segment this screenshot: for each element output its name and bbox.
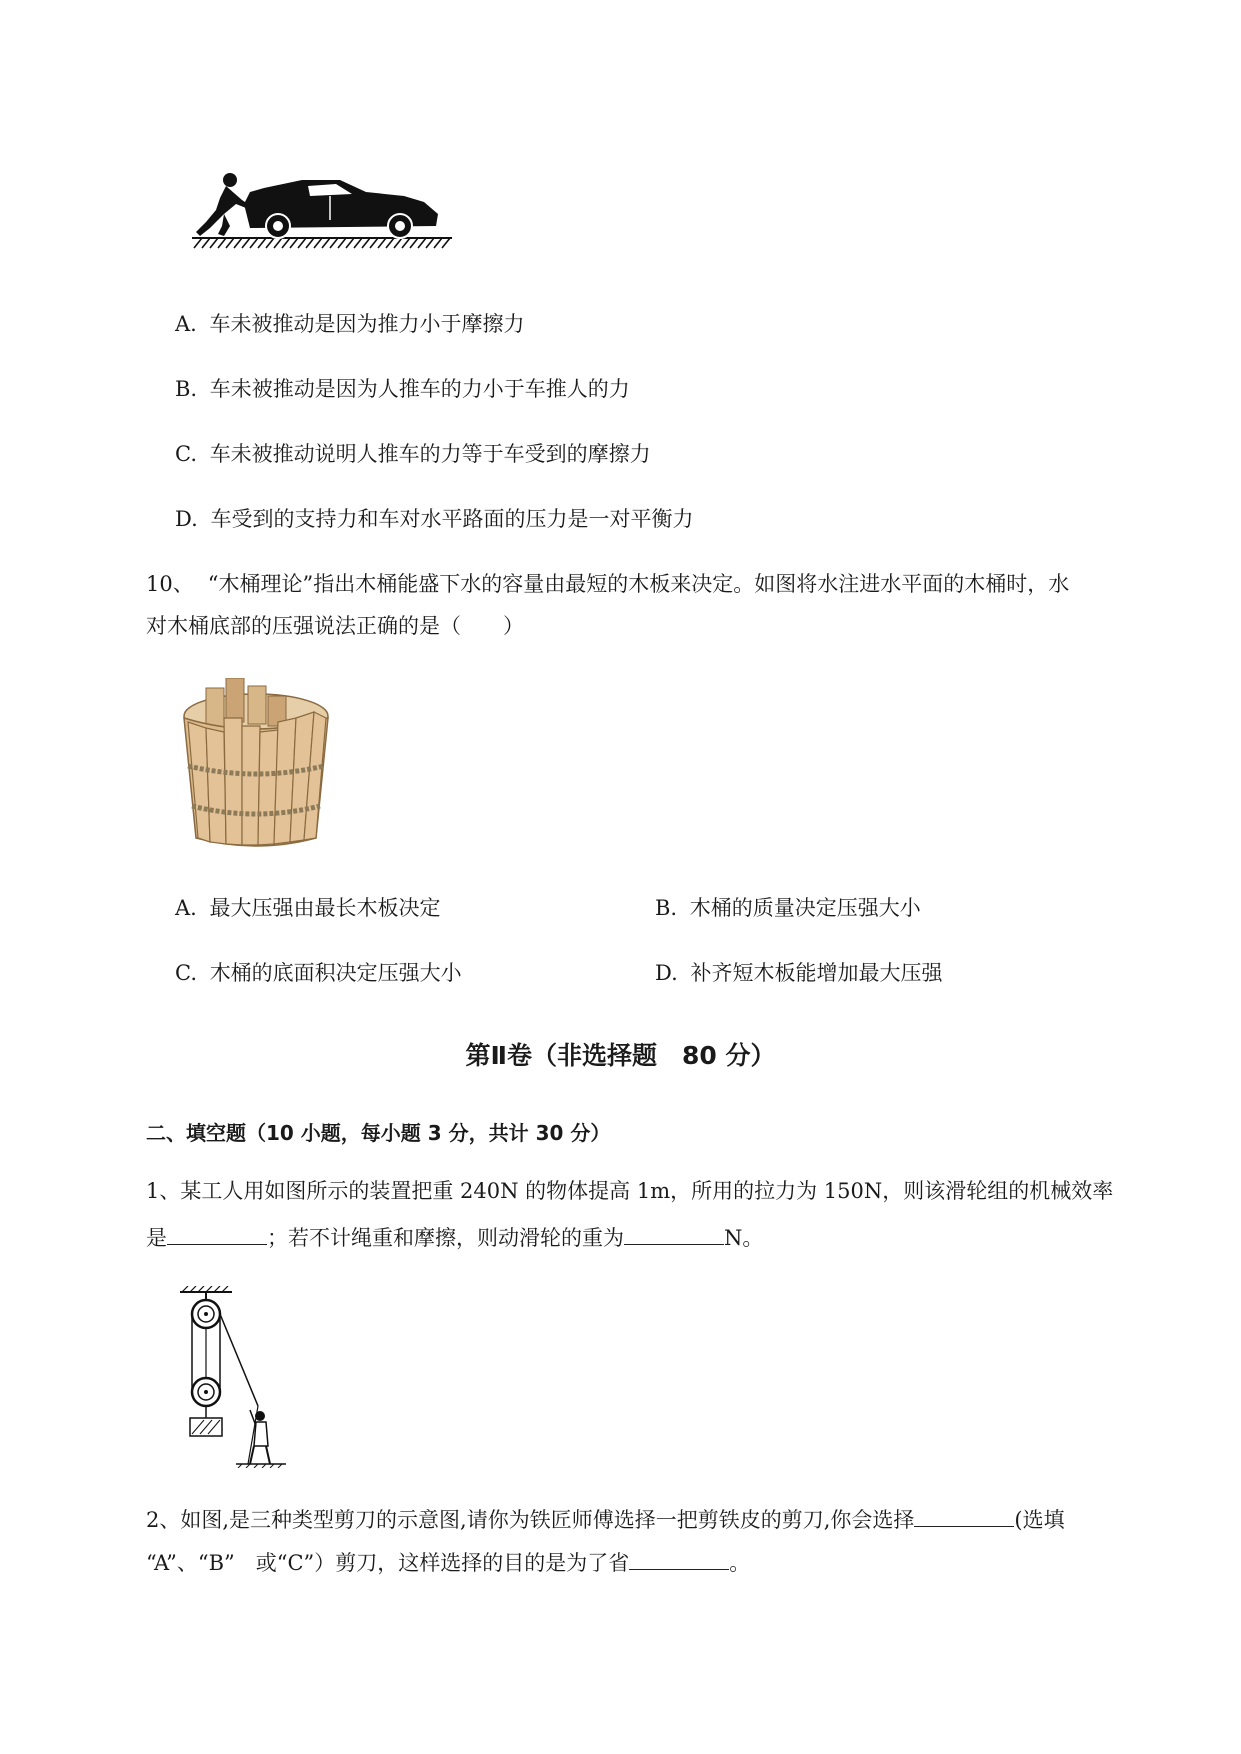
section-title: 第Ⅱ卷（非选择题 80 分） bbox=[465, 1041, 776, 1070]
option-label: D. bbox=[655, 961, 678, 985]
question-text: 对木桶底部的压强说法正确的是（ ） bbox=[146, 614, 524, 638]
q10-line-2 bbox=[146, 616, 524, 637]
q10-option-a bbox=[175, 898, 441, 919]
question-text: “木桶理论”指出木桶能盛下水的容量由最短的木板来决定。如图将水注进水平面的木桶时，水 bbox=[207, 572, 1070, 596]
option-label: B. bbox=[175, 377, 198, 401]
option-text: 木桶的质量决定压强大小 bbox=[689, 896, 921, 920]
fill1-line-1: 1、某工人用如图所示的装置把重 240N 的物体提高 1m，所用的拉力为 150N，则该滑轮组的机械效率 bbox=[146, 1179, 1114, 1203]
text-segment: 是 bbox=[146, 1226, 167, 1250]
q10-line-1 bbox=[146, 574, 1069, 595]
q9-option-a bbox=[175, 314, 525, 335]
option-text: 车受到的支持力和车对水平路面的压力是一对平衡力 bbox=[210, 507, 694, 531]
text-segment: “A”、“B” 或“C”）剪刀，这样选择的目的是为了省 bbox=[146, 1551, 630, 1575]
car-push-figure bbox=[190, 170, 470, 255]
text-segment: (选填 bbox=[1014, 1508, 1065, 1532]
text-segment: ；若不计绳重和摩擦，则动滑轮的重为 bbox=[267, 1226, 624, 1250]
option-text: 车未被推动是因为人推车的力小于车推人的力 bbox=[209, 377, 630, 401]
section-subtitle: 二、填空题（10 小题，每小题 3 分，共计 30 分） bbox=[146, 1121, 611, 1145]
answer-blank-pulley-weight[interactable] bbox=[624, 1224, 724, 1245]
text-segment: N。 bbox=[724, 1226, 764, 1250]
fill2-line-1 bbox=[146, 1506, 1065, 1531]
option-text: 木桶的底面积决定压强大小 bbox=[209, 961, 462, 985]
answer-blank-efficiency[interactable] bbox=[167, 1224, 267, 1245]
option-text: 车未被推动是因为推力小于摩擦力 bbox=[209, 312, 525, 336]
option-label: A. bbox=[175, 312, 197, 336]
option-label: C. bbox=[175, 442, 197, 466]
text-segment: 。 bbox=[729, 1551, 751, 1575]
pulley-system-figure bbox=[178, 1286, 288, 1468]
q9-option-b bbox=[175, 379, 630, 400]
q10-option-c bbox=[175, 963, 462, 984]
fill2-line-2 bbox=[146, 1549, 750, 1574]
q10-option-b bbox=[655, 898, 921, 919]
wooden-bucket-figure bbox=[176, 678, 336, 850]
option-label: C. bbox=[175, 961, 197, 985]
q9-option-c bbox=[175, 444, 651, 465]
q9-option-d bbox=[175, 509, 693, 530]
answer-blank-scissors-choice[interactable] bbox=[914, 1506, 1014, 1527]
option-text: 补齐短木板能增加最大压强 bbox=[690, 961, 943, 985]
answer-blank-purpose[interactable] bbox=[629, 1549, 729, 1570]
q10-option-d bbox=[655, 963, 942, 984]
option-text: 车未被推动说明人推车的力等于车受到的摩擦力 bbox=[209, 442, 651, 466]
option-label: D. bbox=[175, 507, 198, 531]
option-text: 最大压强由最长木板决定 bbox=[209, 896, 441, 920]
question-number: 10、 bbox=[146, 572, 194, 596]
text-segment: 2、如图,是三种类型剪刀的示意图,请你为铁匠师傅选择一把剪铁皮的剪刀,你会选择 bbox=[146, 1508, 915, 1532]
option-label: A. bbox=[175, 896, 197, 920]
option-label: B. bbox=[655, 896, 678, 920]
fill1-line-2 bbox=[146, 1224, 763, 1249]
